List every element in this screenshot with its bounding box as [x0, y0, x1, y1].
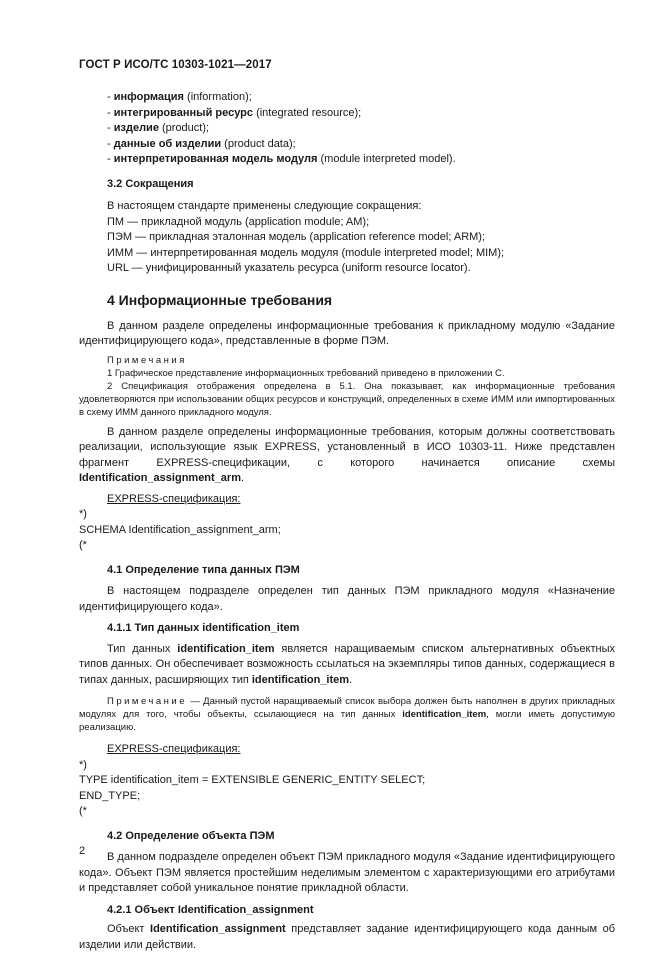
page-body [79, 90, 615, 953]
note-1: 1 Графическое представление информационных требований приведено в приложении С. [107, 367, 505, 379]
abbreviation-item: ПМ — прикладной модуль (application module; AM); [107, 215, 370, 228]
note-2: 2 Спецификация отображения определена в 5.1. Она показывает, как информационные требования удовлетворяются при использовании общих ресурсов и конструкций, определенных в схеме ИММ или импортированных в схему ИММ данного прикладного модуля. [79, 380, 615, 418]
abbreviation-item: ИММ — интерпретированная модель модуля (module interpreted model; MIM); [107, 246, 505, 259]
list-item: - интерпретированная модель модуля (module interpreted model). [107, 153, 456, 165]
list-item: - интегрированный ресурс (integrated resource); [107, 106, 362, 119]
section-4-heading: 4 Информационные требования [107, 291, 333, 308]
section-4-2-1-heading: 4.2.1 Объект Identification_assignment [107, 903, 314, 916]
list-item: - данные об изделии (product data); [107, 137, 296, 150]
code-line: *) [79, 508, 87, 520]
paragraph: В данном подразделе определен объект ПЭМ прикладного модуля «Задание идентифицирующего кода». Объект ПЭМ является простейшим неделимым элементом с характеризующими его атрибутами и представляет собой уникальное понятие прикладной области. [79, 851, 615, 894]
document-header: ГОСТ Р ИСО/ТС 10303-1021—2017 [79, 59, 272, 71]
section-4-1-heading: 4.1 Определение типа данных ПЭМ [107, 563, 300, 576]
code-line: (* [79, 805, 87, 817]
paragraph: В данном разделе определены информационные требования к прикладному модулю «Задание идентифицирующего кода», представленные в форме ПЭМ. [79, 319, 615, 347]
paragraph: Объект Identification_assignment представляет задание идентифицирующего кода данным об изделии или действии. [79, 923, 615, 951]
abbreviation-item: URL — унифицированный указатель ресурса (uniform resource locator). [107, 262, 471, 274]
note: Примечание — Данный пустой наращиваемый список выбора должен быть наполнен в других прикладных модулях для того, чтобы объекты, ссылающиеся на тип данных identification_item, могли иметь допустимую реализацию. [79, 696, 616, 733]
code-line: SCHEMA Identification_assignment_arm; [79, 523, 281, 536]
code-line: TYPE identification_item = EXTENSIBLE GENERIC_ENTITY SELECT; [79, 774, 426, 786]
notes-label: Примечания [107, 354, 187, 366]
paragraph: В данном разделе определены информационные требования, которым должны соответствовать реализации, использующие язык EXPRESS, установленный в ИСО 10303-11. Ниже представлен фрагмент EXPRESS-спецификации, с которого начинается описание схемы Identification_assignment_arm. [79, 425, 615, 484]
abbreviation-item: ПЭМ — прикладная эталонная модель (application reference model; ARM); [107, 231, 486, 243]
section-4-2-heading: 4.2 Определение объекта ПЭМ [107, 829, 275, 842]
list-item: - изделие (product); [107, 122, 210, 134]
abbreviations-intro: В настоящем стандарте применены следующие сокращения: [107, 200, 422, 212]
paragraph: В настоящем подразделе определен тип данных ПЭМ прикладного модуля «Назначение идентифицирующего кода». [79, 585, 615, 613]
code-line: (* [79, 539, 87, 551]
express-spec-label: EXPRESS-спецификация: [107, 743, 241, 755]
paragraph: Тип данных identification_item является наращиваемым списком альтернативных объектных типов данных. Он обеспечивает возможность ссылаться на экземпляры типов данных, содержащиеся в типах данных, расширяющих тип identification_item. [79, 642, 616, 686]
code-line: *) [79, 758, 87, 771]
list-item: - информация (information); [107, 91, 252, 103]
express-spec-label: EXPRESS-спецификация: [107, 492, 241, 505]
code-line: END_TYPE; [79, 789, 141, 802]
section-3-2-heading: 3.2 Сокращения [107, 177, 194, 190]
page-number: 2 [79, 845, 86, 857]
section-4-1-1-heading: 4.1.1 Тип данных identification_item [107, 622, 300, 634]
